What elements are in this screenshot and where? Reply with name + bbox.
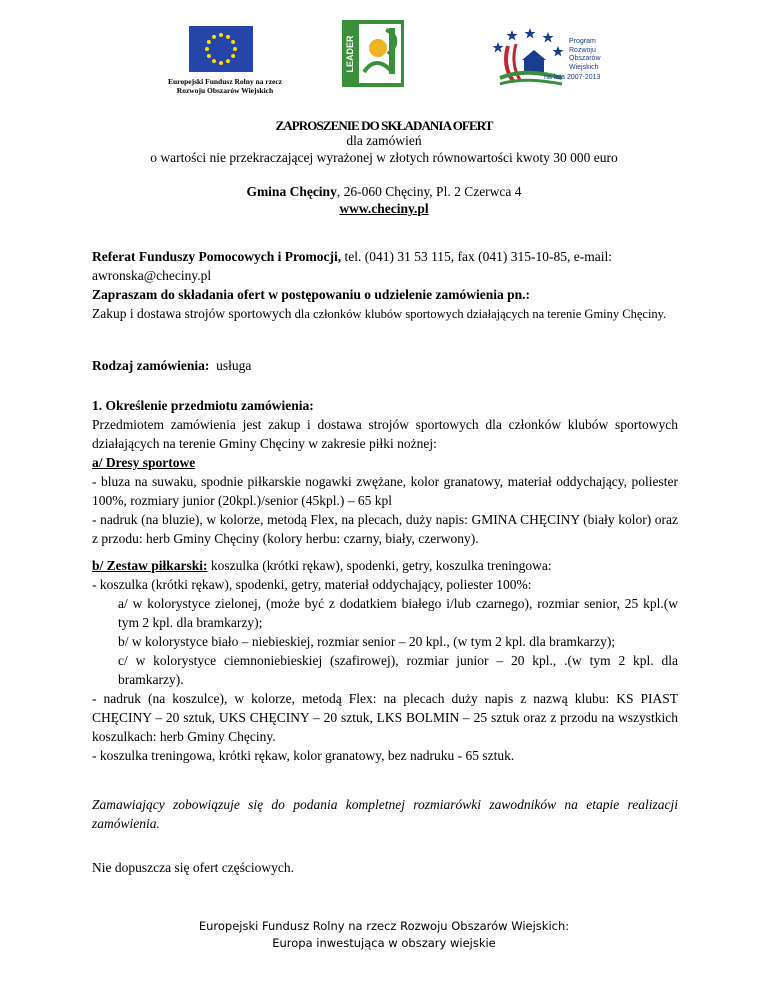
subject-part-b: dla członków klubów sportowych działających na terenie Gminy Chęciny. xyxy=(291,307,667,321)
item-a-heading: a/ Dresy sportowe xyxy=(92,455,196,470)
item-b-sub3: c/ w kolorystyce ciemnoniebieskiej (szafirowej), rozmiar junior – 20 kpl., .(w tym 2 kpl. dla bramkarzy). xyxy=(118,653,678,687)
page-footer xyxy=(0,918,768,952)
item-b-sub1: a/ w kolorystyce zielonej, (może być z dodatkiem białego i/lub czarnego), rozmiar senior, 25 kpl.(w tym 2 kpl. dla bramkarzy); xyxy=(118,596,678,630)
eu-star xyxy=(207,54,211,58)
prow-line2: Rozwoju xyxy=(569,46,596,54)
prow-line1: Program xyxy=(569,38,596,45)
gmina-address xyxy=(0,184,768,200)
eu-star xyxy=(226,35,230,39)
eu-star xyxy=(219,33,223,37)
title-subline-1: dla zamówień xyxy=(346,133,422,148)
referat-name: Referat Funduszy Pomocowych i Promocji, xyxy=(92,249,342,264)
leader-icon xyxy=(342,20,404,87)
gmina-name: Gmina Chęciny xyxy=(246,184,337,199)
item-a-line1: - bluza na suwaku, spodnie piłkarskie nogawki zwężane, kolor granatowy, materiał oddychający, poliester 100%, rozmiary junior (20kpl.)/senior (45kpl.) – 65 kpl xyxy=(92,474,678,508)
order-type-value: usługa xyxy=(209,358,252,373)
section-1-heading: 1. Określenie przedmiotu zamówienia: xyxy=(92,398,314,413)
document-title: ZAPROSZENIE DO SKŁADANIA OFERT xyxy=(275,118,493,133)
eu-star xyxy=(231,54,235,58)
prow-line3: Obszarów xyxy=(569,55,601,62)
item-a-line2: - nadruk (na bluzie), w kolorze, metodą Flex, na plecach, duży napis: GMINA CHĘCINY (biały kolor) oraz z przodu: herb Gminy Chęciny (kolory herbu: czarny, biały, czerwony). xyxy=(92,512,678,546)
partial-offers-note: Nie dopuszcza się ofert częściowych. xyxy=(92,860,295,875)
svg-text:LEADER: LEADER xyxy=(345,35,355,73)
order-type-label: Rodzaj zamówienia: xyxy=(92,358,210,373)
subject-part-a: Zakup i dostawa strojów sportowych xyxy=(92,306,292,321)
referat-contact: tel. (041) 31 53 115, fax (041) 315-10-85, e-mail: awronska@checiny.pl xyxy=(92,249,613,283)
eu-stars-icon xyxy=(189,26,253,72)
invite-line: Zapraszam do składania ofert w postępowaniu o udzielenie zamówienia pn.: xyxy=(92,287,531,302)
prow-line4: Wiejskich xyxy=(569,63,599,71)
section-1 xyxy=(92,396,678,765)
item-b-line2: - nadruk (na koszulce), w kolorze, metodą Flex: na plecach duży napis z nazwą klubu: KS PIAST CHĘCINY – 20 sztuk, UKS CHĘCINY – 20 sztuk, LKS BOLMIN – 25 sztuk oraz z przodu na wszystkich koszulkach: herb Gminy Chęciny. xyxy=(92,691,678,744)
website-text[interactable]: www.checiny.pl xyxy=(339,201,429,216)
contact-block xyxy=(92,247,678,324)
gmina-address-rest: , 26-060 Chęciny, Pl. 2 Czerwca 4 xyxy=(336,184,522,199)
eu-star xyxy=(226,59,230,63)
sizes-note: Zamawiający zobowiązuje się do podania kompletnej rozmiarówki zawodników na etapie realizacji zamówienia. xyxy=(92,797,678,831)
eu-star xyxy=(212,35,216,39)
eu-star xyxy=(207,40,211,44)
item-b-line3: - koszulka treningowa, krótki rękaw, kolor granatowy, bez nadruku - 65 sztuk. xyxy=(92,748,515,763)
item-b-line1: - koszulka (krótki rękaw), spodenki, getry, materiał oddychający, poliester 100%: xyxy=(92,577,532,592)
footer-line1: Europejski Fundusz Rolny na rzecz Rozwoju Obszarów Wiejskich: xyxy=(198,919,570,933)
footer-line2: Europa inwestująca w obszary wiejskie xyxy=(272,936,496,950)
eu-caption xyxy=(150,77,300,95)
prow-years: na lata 2007-2013 xyxy=(544,74,601,81)
prow-caption xyxy=(569,38,601,72)
item-b-heading-rest: koszulka (krótki rękaw), spodenki, getry, koszulka treningowa: xyxy=(207,558,552,573)
leader-logo xyxy=(342,20,404,87)
item-b-heading-line xyxy=(92,556,678,575)
eu-star xyxy=(212,59,216,63)
item-b-sub2: b/ w kolorystyce biało – niebieskiej, rozmiar senior – 20 kpl., (w tym 2 kpl. dla bramkarzy); xyxy=(118,634,616,649)
eu-star xyxy=(233,47,237,51)
eu-star xyxy=(219,61,223,65)
item-b-heading: b/ Zestaw piłkarski: xyxy=(92,558,208,573)
eu-star xyxy=(205,47,209,51)
eu-caption-line1: Europejski Fundusz Rolny na rzecz xyxy=(167,77,283,86)
order-type xyxy=(92,356,678,375)
eu-caption-line2: Rozwoju Obszarów Wiejskich xyxy=(176,86,274,95)
eu-flag-logo xyxy=(189,26,253,72)
gmina-website-link[interactable] xyxy=(0,201,768,217)
section-1-description: Przedmiotem zamówienia jest zakup i dostawa strojów sportowych dla członków klubów sportowych działających na terenie Gminy Chęciny w zakresie piłki nożnej: xyxy=(92,417,678,451)
referat-line xyxy=(92,247,678,285)
subject-line xyxy=(92,304,678,324)
eu-star xyxy=(231,40,235,44)
title-subline-2: o wartości nie przekraczającej wyrażonej w złotych równowartości kwoty 30 000 euro xyxy=(150,150,618,165)
